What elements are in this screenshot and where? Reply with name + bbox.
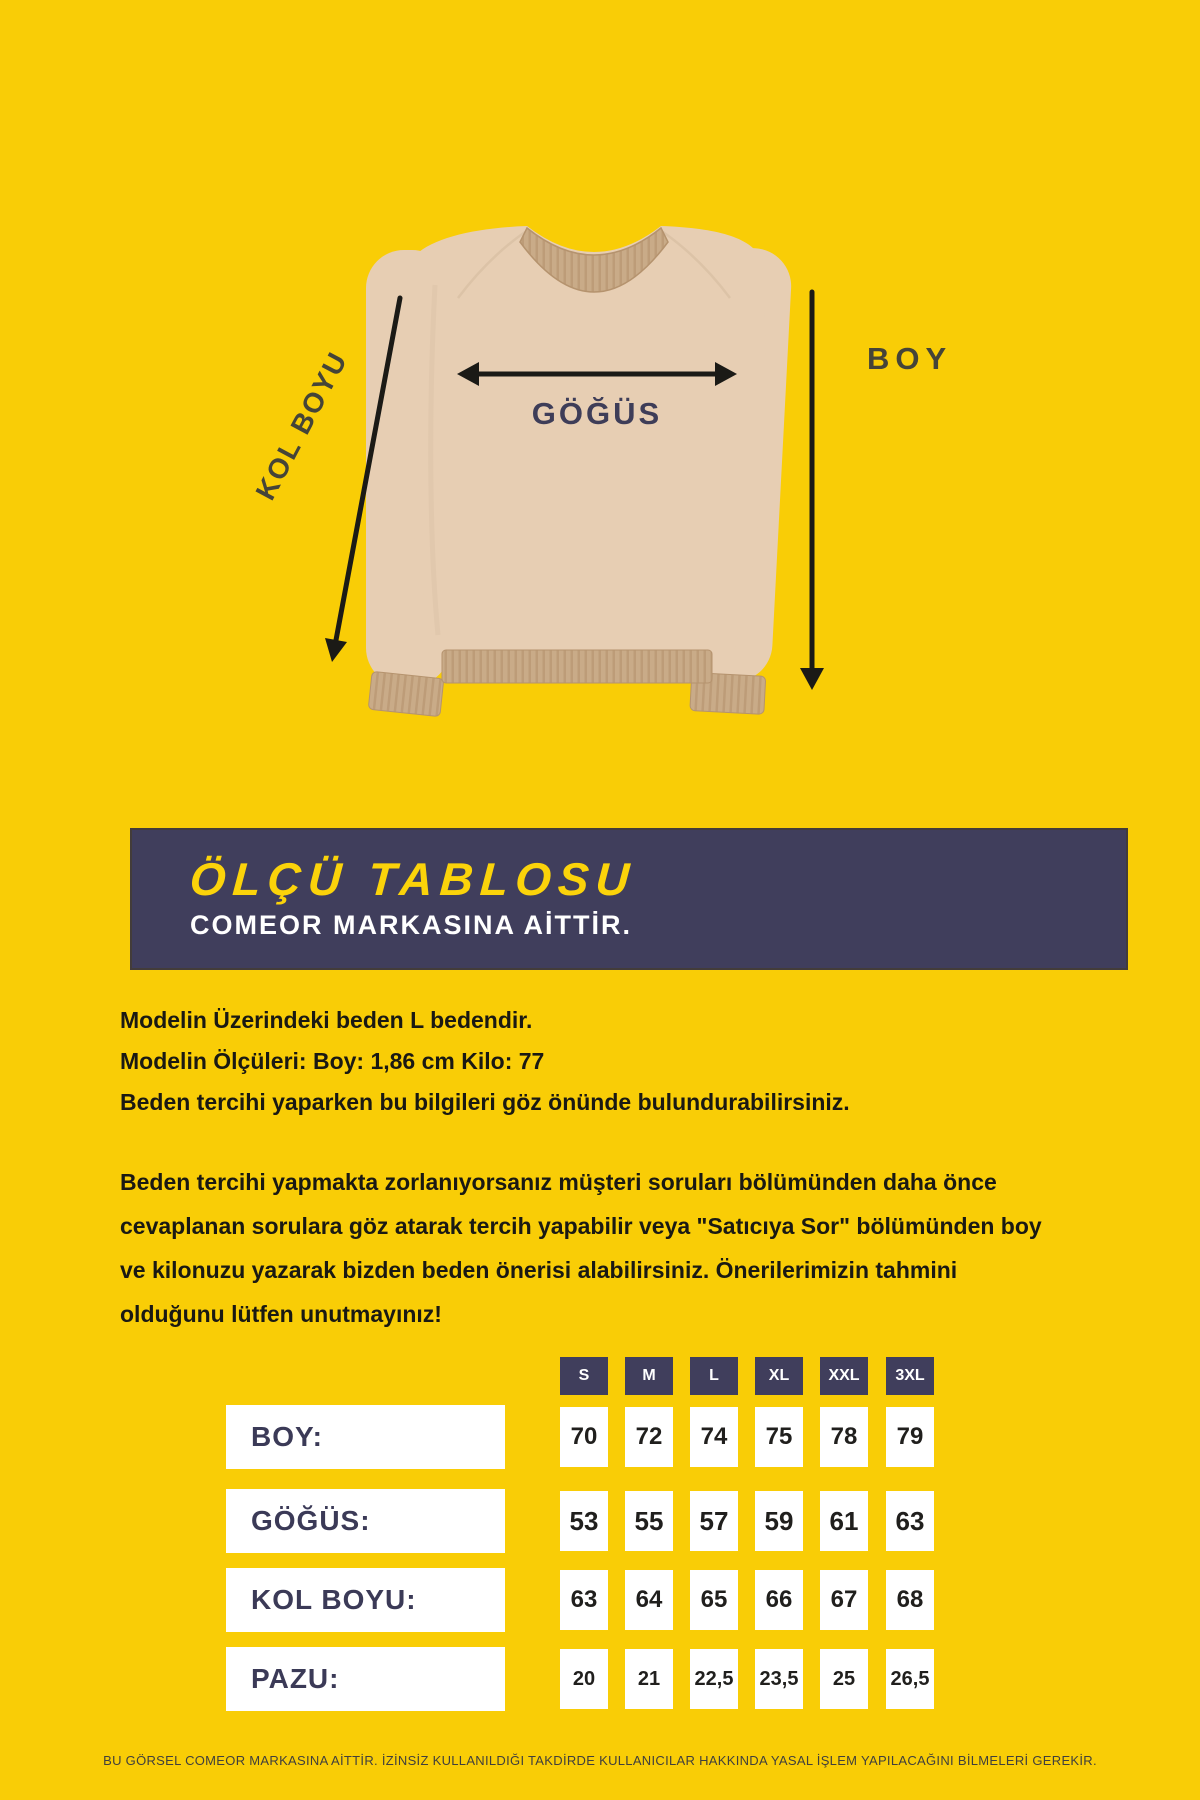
sweatshirt-illustration [366,226,793,717]
fit-advice-line: olduğunu lütfen unutmayınız! [120,1301,442,1327]
size-value: 79 [886,1407,934,1467]
sleeve-arrowhead [325,638,347,662]
size-value: 72 [625,1407,673,1467]
size-value: 78 [820,1407,868,1467]
row-label-kol-boyu: KOL BOYU: [226,1568,505,1632]
model-info-line: Modelin Ölçüleri: Boy: 1,86 cm Kilo: 77 [120,1048,545,1074]
copyright-note: BU GÖRSEL COMEOR MARKASINA AİTTİR. İZİNSİZ KULLANILDIĞI TAKDİRDE KULLANICILAR HAKKINDA YASAL İŞLEM YAPILACAĞINI BİLMELERİ GEREKİR. [103,1753,1097,1768]
size-value: 21 [625,1649,673,1709]
page-title: ÖLÇÜ TABLOSU [188,853,638,905]
length-arrowhead [800,668,824,690]
size-header-s: S [560,1357,608,1395]
size-value: 63 [560,1570,608,1630]
size-value: 65 [690,1570,738,1630]
size-value: 55 [625,1491,673,1551]
size-header-l: L [690,1357,738,1395]
size-value: 68 [886,1570,934,1630]
size-value: 64 [625,1570,673,1630]
size-table [226,1357,938,1713]
sleeve-label: KOL BOYU [249,346,354,505]
size-value: 25 [820,1649,868,1709]
size-value: 22,5 [690,1649,738,1709]
size-value: 61 [820,1491,868,1551]
size-diagram [230,170,980,730]
size-value: 66 [755,1570,803,1630]
size-value: 63 [886,1491,934,1551]
model-info [120,1000,1110,1123]
size-value: 59 [755,1491,803,1551]
size-value: 67 [820,1570,868,1630]
size-value: 20 [560,1649,608,1709]
size-value: 53 [560,1491,608,1551]
model-info-line: Beden tercihi yaparken bu bilgileri göz önünde bulundurabilirsiniz. [120,1089,850,1115]
fit-advice-line: Beden tercihi yapmakta zorlanıyorsanız müşteri soruları bölümünden daha önce [120,1169,997,1195]
size-header-m: M [625,1357,673,1395]
chest-label: GÖĞÜS [531,396,663,431]
size-value: 26,5 [886,1649,934,1709]
size-value: 75 [755,1407,803,1467]
page-subtitle: COMEOR MARKASINA AİTTİR. [190,910,632,940]
size-header-xl: XL [755,1357,803,1395]
size-header-3xl: 3XL [886,1357,934,1395]
row-label-pazu: PAZU: [226,1647,505,1711]
fit-advice [120,1160,1110,1336]
left-cuff [368,671,444,716]
row-label-gogus: GÖĞÜS: [226,1489,505,1553]
model-info-line: Modelin Üzerindeki beden L bedendir. [120,1007,533,1033]
size-value: 74 [690,1407,738,1467]
fit-advice-line: ve kilonuzu yazarak bizden beden önerisi alabilirsiniz. Önerilerimizin tahmini [120,1257,958,1283]
hem-band [442,650,712,683]
size-header-xxl: XXL [820,1357,868,1395]
size-value: 70 [560,1407,608,1467]
title-banner [130,828,1128,970]
fit-advice-line: cevaplanan sorulara göz atarak tercih yapabilir veya "Satıcıya Sor" bölümünden boy [120,1213,1042,1239]
size-value: 57 [690,1491,738,1551]
row-label-boy: BOY: [226,1405,505,1469]
size-value: 23,5 [755,1649,803,1709]
length-label: BOY [867,341,953,376]
